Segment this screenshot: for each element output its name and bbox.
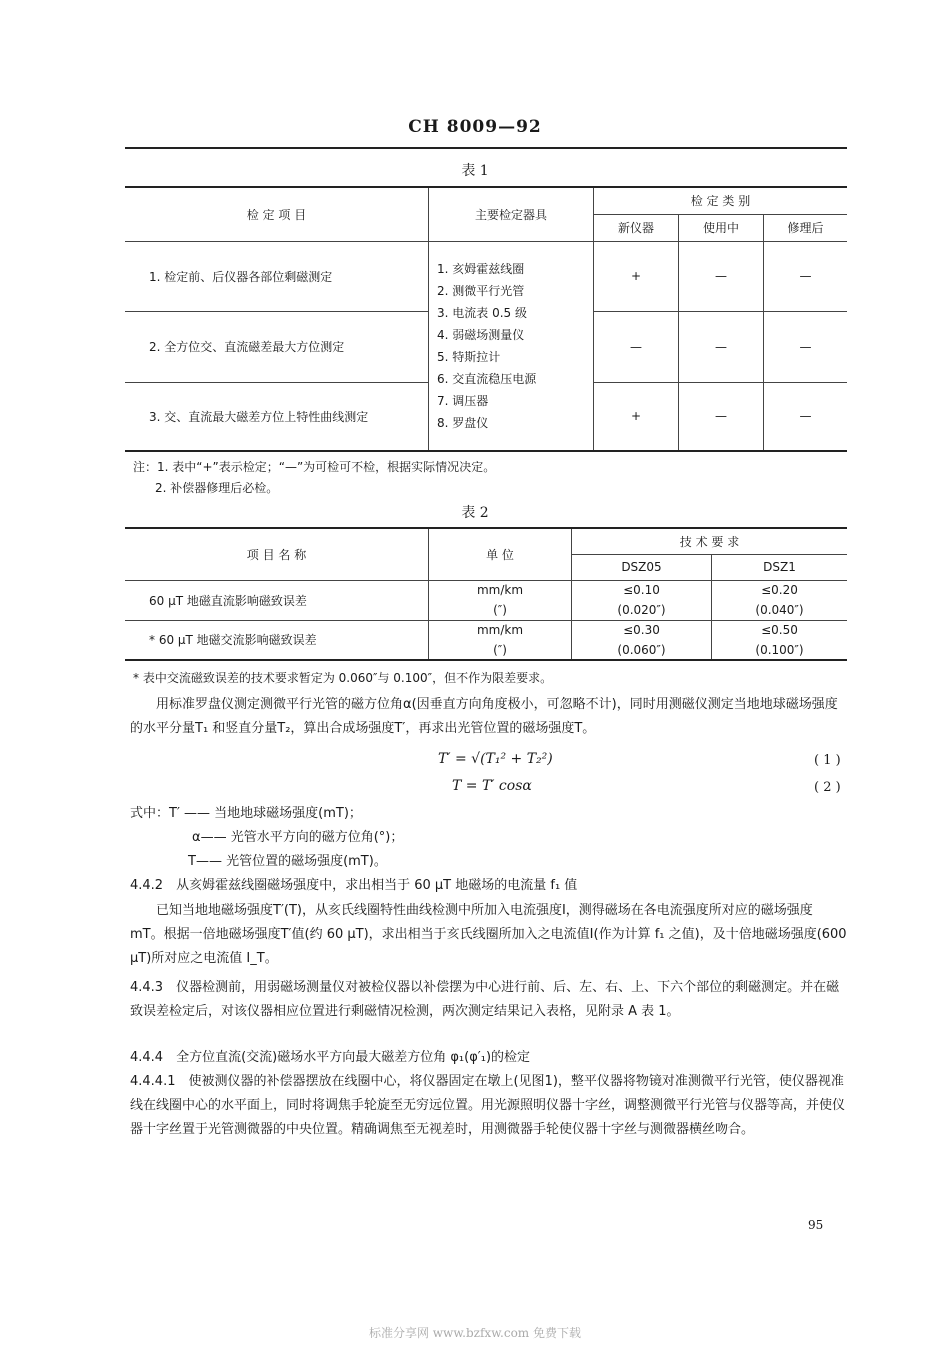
- where-line-3: T—— 光管位置的磁场强度(mT)。: [188, 854, 387, 869]
- t1-col-item: 检 定 项 目: [125, 187, 429, 241]
- t2-unit: (″): [429, 640, 572, 660]
- t2-unit: (″): [429, 600, 572, 620]
- t2-dsz1: (0.100″): [712, 640, 848, 660]
- list-item: 8. 罗盘仪: [437, 415, 489, 430]
- table1-note-1: 注：1. 表中“+”表示检定；“—”为可检可不检，根据实际情况决定。: [133, 460, 496, 474]
- t2-dsz1: (0.040″): [712, 600, 848, 620]
- table-row: [125, 580, 847, 600]
- t2-col-req: 技 术 要 求: [572, 528, 848, 554]
- t1-col-category: 检 定 类 别: [594, 187, 848, 214]
- section-4-4-4: 4.4.4 全方位直流(交流)磁场水平方向最大磁差方位角 φ₁(φ′₁)的检定: [130, 1050, 531, 1065]
- page-number: 95: [808, 1218, 824, 1232]
- t1-new: —: [594, 311, 679, 382]
- t1-col-equip: 主要检定器具: [429, 187, 594, 241]
- t1-col-inuse: 使用中: [679, 214, 764, 241]
- t2-col-dsz1: DSZ1: [712, 554, 848, 580]
- equation-1-number: ( 1 ): [814, 753, 841, 768]
- t1-item: 2. 全方位交、直流磁差最大方位测定: [125, 311, 429, 382]
- t1-new: +: [594, 382, 679, 451]
- t1-new: +: [594, 241, 679, 311]
- where-line-2: α—— 光管水平方向的磁方位角(°)；: [192, 830, 404, 845]
- table-row: [125, 620, 847, 640]
- equation-2: T = T′ cosα: [452, 778, 532, 794]
- section-4-4-4-1: 4.4.4.1 使被测仪器的补偿器摆放在线圈中心，将仪器固定在墩上(见图1)，整平仪器将物镜对准测微平行光管，使仪器视准线在线圈中心的水平面上，同时将调焦手轮旋至无穷远位置。用光源照明仪器十字丝，调整测微平行光管与仪器等高，并使仪器十字丝置于光管测微器的中央位置。精确调焦至无视差时，用测微器手轮使仪器十字丝与测微器横丝吻合。: [130, 1074, 846, 1137]
- t2-name: * 60 μT 地磁交流影响磁致误差: [125, 620, 429, 660]
- list-item: 2. 测微平行光管: [437, 283, 525, 298]
- equation-1: T′ = √(T₁² + T₂²): [438, 751, 553, 767]
- t1-equipment-list: [429, 241, 594, 451]
- t1-col-new: 新仪器: [594, 214, 679, 241]
- table-row: [125, 241, 847, 311]
- t2-dsz05: ≤0.30: [572, 620, 712, 640]
- t1-repaired: —: [764, 241, 848, 311]
- table1-note-2: 2. 补偿器修理后必检。: [155, 481, 279, 495]
- section-4-4-3: 4.4.3 仪器检测前，用弱磁场测量仪对被检仪器以补偿摆为中心进行前、后、左、右、上、下六个部位的剩磁测定。并在磁致误差检定后，对该仪器相应位置进行剩磁情况检测，两次测定结果记入表格，见附录 A 表 1。: [130, 980, 840, 1019]
- table2-note: * 表中交流磁致误差的技术要求暂定为 0.060″与 0.100″，但不作为限差要求。: [133, 671, 553, 685]
- equation-2-number: ( 2 ): [814, 780, 841, 795]
- table-2: [125, 527, 847, 661]
- t2-unit: mm/km: [429, 620, 572, 640]
- t2-col-name: 项 目 名 称: [125, 528, 429, 580]
- list-item: 7. 调压器: [437, 393, 489, 408]
- t1-col-repaired: 修理后: [764, 214, 848, 241]
- t2-name: 60 μT 地磁直流影响磁致误差: [125, 580, 429, 620]
- t2-dsz1: ≤0.50: [712, 620, 848, 640]
- t2-col-unit: 单 位: [429, 528, 572, 580]
- t2-dsz05: (0.060″): [572, 640, 712, 660]
- t1-inuse: —: [679, 382, 764, 451]
- list-item: 1. 亥姆霍兹线圈: [437, 261, 525, 276]
- t1-item: 3. 交、直流最大磁差方位上特性曲线测定: [125, 382, 429, 451]
- t2-unit: mm/km: [429, 580, 572, 600]
- list-item: 4. 弱磁场测量仪: [437, 327, 525, 342]
- t1-repaired: —: [764, 311, 848, 382]
- section-4-4-2: 4.4.2 从亥姆霍兹线圈磁场强度中，求出相当于 60 μT 地磁场的电流量 f₁ 值: [130, 878, 578, 893]
- t1-inuse: —: [679, 241, 764, 311]
- document-code: CH 8009—92: [408, 117, 542, 137]
- table-1: [125, 186, 847, 452]
- where-line-1: 式中：T′ —— 当地地球磁场强度(mT)；: [130, 806, 362, 821]
- t1-inuse: —: [679, 311, 764, 382]
- t1-repaired: —: [764, 382, 848, 451]
- t1-item: 1. 检定前、后仪器各部位剩磁测定: [125, 241, 429, 311]
- list-item: 5. 特斯拉计: [437, 349, 501, 364]
- header-rule: [125, 147, 847, 149]
- t2-dsz05: (0.020″): [572, 600, 712, 620]
- paragraph-2: 已知当地地磁场强度T′(T)，从亥氏线圈特性曲线检测中所加入电流强度I，测得磁场在各电流强度所对应的磁场强度 mT。根据一倍地磁场强度T′值(约 60 μT)，求出相当于亥氏线圈所加入之电流值I(作为计算 f₁ 之值)，及十倍地磁场强度(600 μT)所对应之电流值 I_T。: [130, 903, 847, 966]
- list-item: 6. 交直流稳压电源: [437, 371, 537, 386]
- table2-caption: 表 2: [461, 505, 489, 521]
- t2-col-dsz05: DSZ05: [572, 554, 712, 580]
- list-item: 3. 电流表 0.5 级: [437, 305, 527, 320]
- watermark: 标准分享网 www.bzfxw.com 免费下载: [368, 1326, 582, 1340]
- table1-caption: 表 1: [461, 163, 489, 179]
- t2-dsz05: ≤0.10: [572, 580, 712, 600]
- t2-dsz1: ≤0.20: [712, 580, 848, 600]
- paragraph-1: 用标准罗盘仪测定测微平行光管的磁方位角α(因垂直方向角度极小，可忽略不计)，同时用测磁仪测定当地地球磁场强度的水平分量T₁ 和竖直分量T₂，算出合成场强度T′，再求出光管位置的磁场强度T。: [130, 697, 838, 736]
